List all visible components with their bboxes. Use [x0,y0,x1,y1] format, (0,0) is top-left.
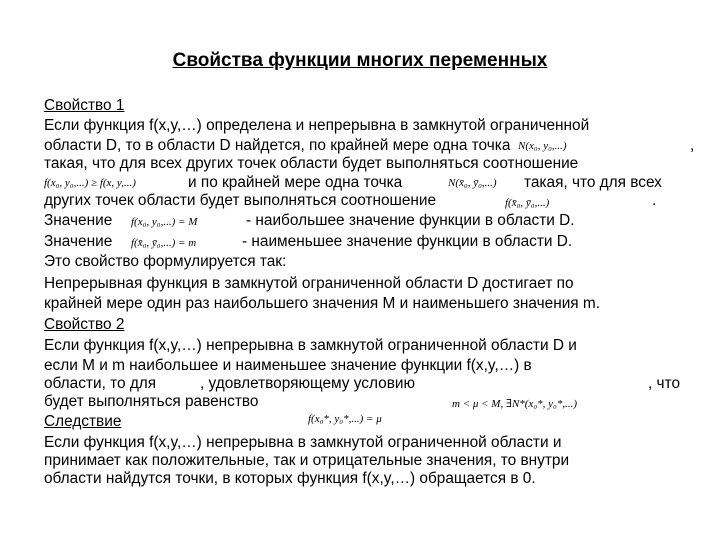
text-line: если M и m наибольшее и наименьшее значение функции f(x,y,…) в [44,357,532,374]
text-line: такая, что для всех других точек области будет выполняться соотношение [44,155,579,172]
formula-ineq-min: f(x̄₀, ȳ₀,...) [505,197,550,209]
text-line: Значение [44,233,113,250]
text-line: Если функция f(x,y,…) определена и непрерывна в замкнутой ограниченной [44,117,590,134]
text-line: - наибольшее значение функции в области D. [246,212,575,229]
text-line: , удовлетворяющему условию [200,375,416,392]
text-line: Значение [44,212,113,229]
heading-property-1: Свойство 1 [44,97,125,114]
heading-property-2: Свойство 2 [44,316,125,333]
text-line: Если функция f(x,y,…) непрерывна в замкнутой ограниченной области и [44,434,562,451]
text-line: и по крайней мере одна точка [188,174,403,191]
formula-mu-condition: m < μ < M, ∃N*(x₀*, y₀*,...) [452,398,578,410]
formula-mu-equality: f(x₀*, y₀*,...) = μ [308,413,382,425]
text-line: области D, то в области D найдется, по крайней мере одна точка [44,137,511,154]
formula-n-point: N(x₀, y₀,...) [518,140,567,152]
text-line: , что [648,375,681,392]
heading-corollary: Следствие [44,413,122,430]
text-line: . [652,192,657,209]
text-line: - наименьшее значение функции в области D. [242,233,573,250]
text-line: , [690,137,695,154]
text-line: Если функция f(x,y,…) непрерывна в замкнутой ограниченной области D и [44,337,577,354]
text-line: других точек области будет выполняться соотношение [44,192,437,209]
slide-title: Свойства функции многих переменных [172,50,548,71]
text-line: такая, что для всех [524,174,662,191]
formula-n-bar-point: N(x̄₀, ȳ₀,...) [448,177,497,189]
text-line: принимает как положительные, так и отрицательные значения, то внутри [44,452,570,469]
text-line: Непрерывная функция в замкнутой ограниченной области D достигает по [44,275,574,292]
text-line: крайней мере один раз наибольшего значения M и наименьшего значения m. [44,295,601,312]
text-line: области, то для [44,375,157,392]
text-line: области найдутся точки, в которых функция f(x,y,…) обращается в 0. [44,470,536,487]
formula-min-value: f(x̄₀, ȳ₀,...) = m [131,237,197,249]
formula-max-value: f(x₀, y₀,...) = M [131,216,198,228]
text-line: будет выполняться равенство [44,393,259,410]
formula-ineq-max: f(x₀, y₀,...) ≥ f(x, y,...) [44,177,136,189]
text-line: Это свойство формулируется так: [44,253,287,270]
